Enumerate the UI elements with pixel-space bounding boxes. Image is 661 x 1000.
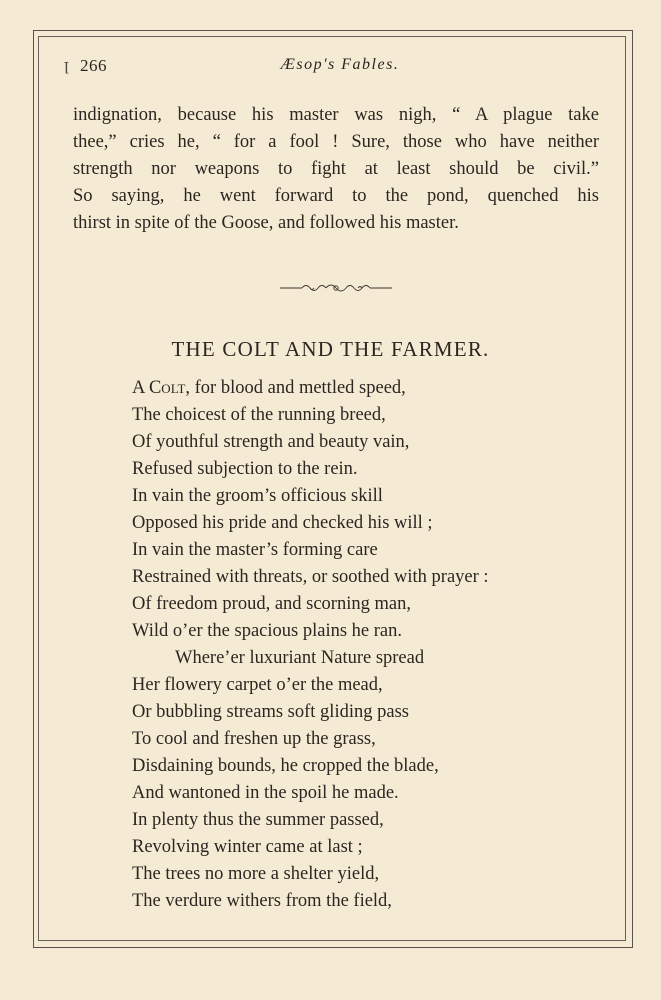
poem-line: The choicest of the running breed, (132, 405, 386, 425)
poem-line: Opposed his pride and checked his will ; (132, 513, 433, 533)
poem-line: Her flowery carpet o’er the mead, (132, 675, 383, 695)
poem-line: In vain the groom’s officious skill (132, 486, 383, 506)
poem-first-line-rest: , for blood and mettled speed, (185, 378, 406, 398)
poem-line: The trees no more a shelter yield, (132, 864, 380, 884)
running-head (0, 54, 661, 78)
poem-line: Of youthful strength and beauty vain, (132, 432, 410, 452)
poem (132, 375, 602, 915)
poem-line-first (132, 375, 602, 402)
poem-line: Disdaining bounds, he cropped the blade, (132, 756, 439, 776)
prose-line: So saying, he went forward to the pond, quenched his (73, 186, 599, 206)
poem-line: Refused subjection to the rein. (132, 459, 358, 479)
poem-first-letter: A (132, 378, 145, 398)
poem-line-indented: Where’er luxuriant Nature spread (175, 648, 425, 668)
poem-line: Wild o’er the spacious plains he ran. (132, 621, 402, 641)
margin-mark: ꞁ (64, 58, 69, 74)
poem-title: THE COLT AND THE FARMER. (171, 337, 490, 361)
poem-first-word-small-caps: Colt (148, 378, 186, 398)
ornament-divider-icon (280, 281, 392, 295)
page-number: 266 (80, 56, 107, 75)
poem-line: To cool and freshen up the grass, (132, 729, 376, 749)
prose-line: thee,” cries he, “ for a fool ! Sure, those who have neither (73, 132, 599, 152)
poem-line: Of freedom proud, and scorning man, (132, 594, 411, 614)
prose-line: thirst in spite of the Goose, and followed his master. (73, 213, 459, 233)
poem-line: In plenty thus the summer passed, (132, 810, 384, 830)
prose-paragraph (73, 102, 599, 237)
poem-line: Or bubbling streams soft gliding pass (132, 702, 409, 722)
prose-line: indignation, because his master was nigh, “ A plague take (73, 105, 599, 125)
poem-line: In vain the master’s forming care (132, 540, 378, 560)
running-title: Æsop's Fables. (280, 56, 400, 73)
poem-line: The verdure withers from the field, (132, 891, 392, 911)
poem-line: And wantoned in the spoil he made. (132, 783, 399, 803)
poem-line: Restrained with threats, or soothed with prayer : (132, 567, 489, 587)
poem-line: Revolving winter came at last ; (132, 837, 363, 857)
prose-line: strength nor weapons to fight at least should be civil.” (73, 159, 599, 179)
